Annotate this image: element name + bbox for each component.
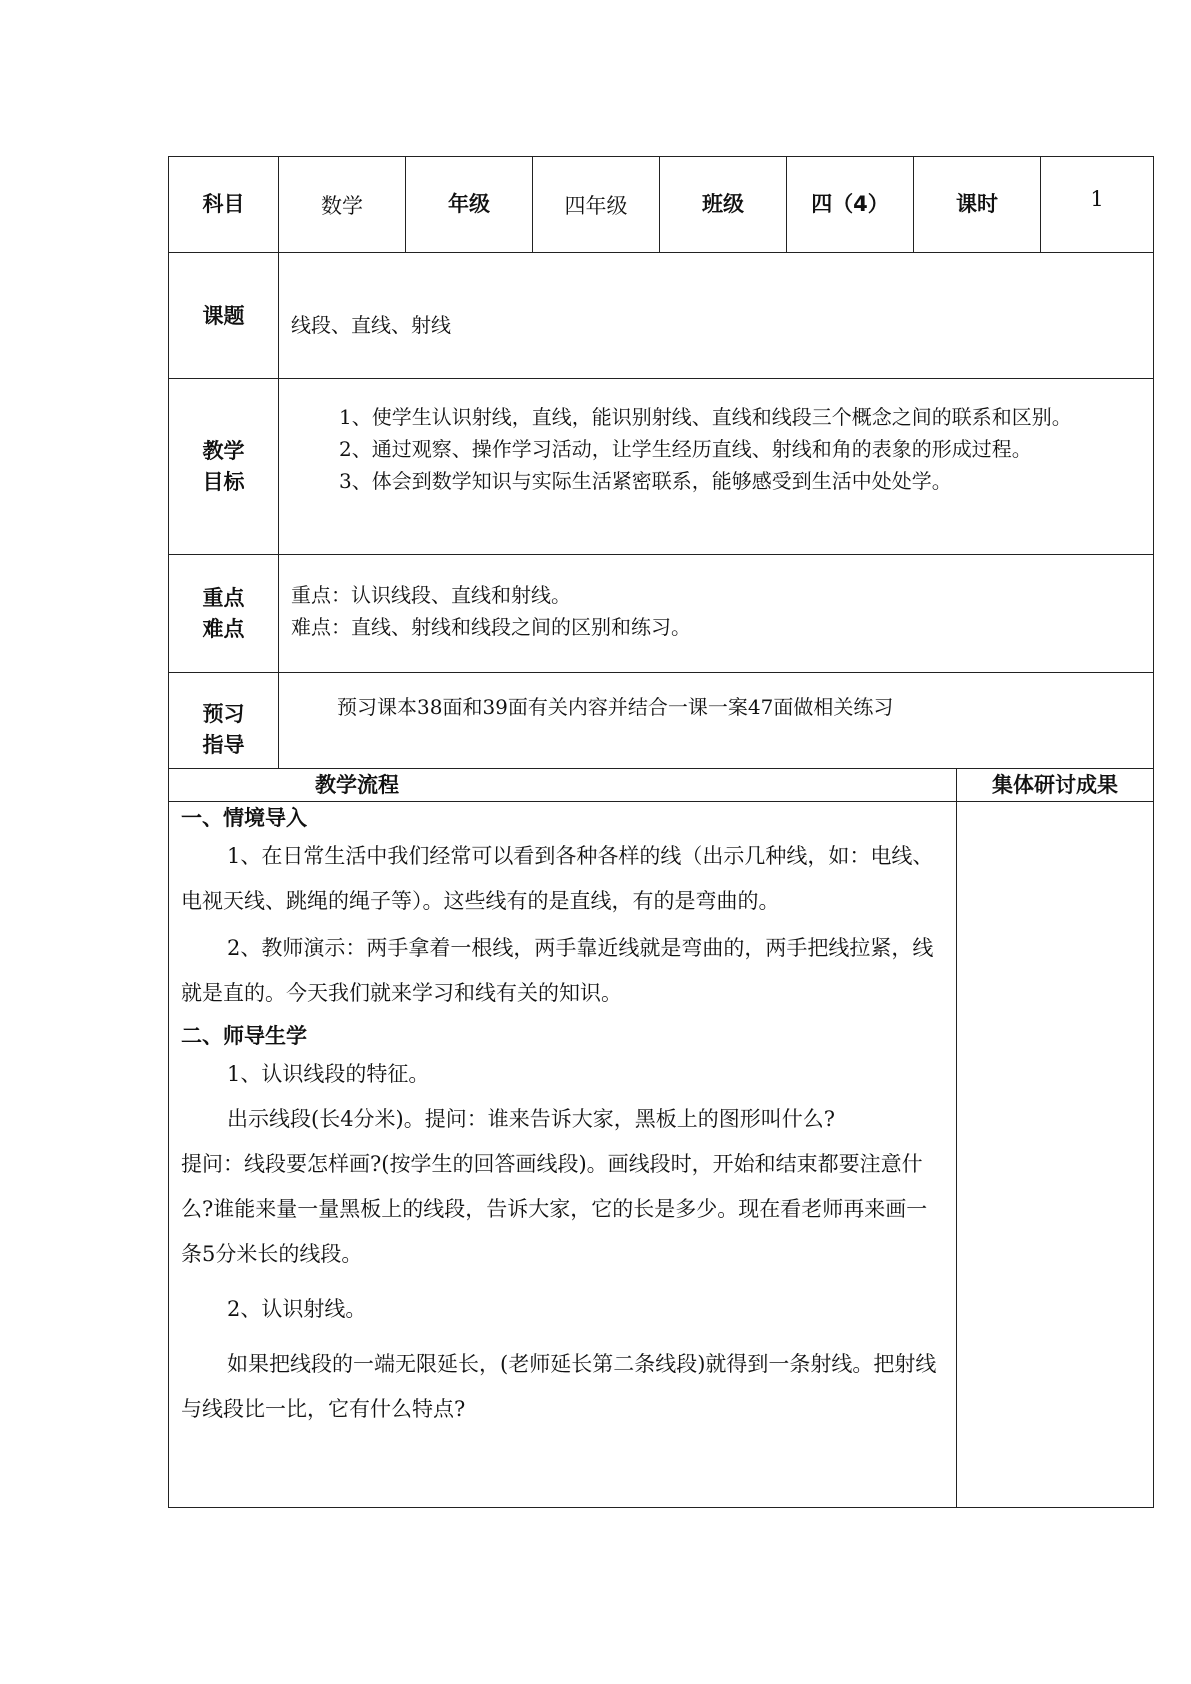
preview-content: 预习课本38面和39面有关内容并结合一课一案47面做相关练习 [279,673,1154,769]
subject-value: 数学 [279,157,406,253]
section-title: 二、师导生学 [181,1024,307,1048]
paragraph: 出示线段(长4分米)。提问：谁来告诉大家，黑板上的图形叫什么? [227,1107,836,1131]
info-row-key-points [169,555,1154,673]
goals-content [279,379,1154,555]
preview-label [169,673,279,769]
goals-label-line1: 教学 [202,438,245,463]
goals-label [169,379,279,555]
teaching-flow-table [168,768,1154,1508]
paragraph: 提问：线段要怎样画?(按学生的回答画线段)。画线段时，开始和结束都要注意什么?谁能来量一量黑板上的线段，告诉大家，它的长是多少。现在看老师再来画一条5分米长的线段。 [181,1152,928,1266]
paragraph: 1、在日常生活中我们经常可以看到各种各样的线（出示几种线，如：电线、电视天线、跳绳的绳子等）。这些线有的是直线，有的是弯曲的。 [181,844,934,913]
subject-label: 科目 [169,157,279,253]
topic-value: 线段、直线、射线 [279,253,1154,379]
preview-label-line1: 预习 [202,702,245,726]
flow-body-row [169,802,1154,1508]
difficult-point: 难点：直线、射线和线段之间的区别和练习。 [291,615,691,639]
info-row-topic [169,253,1154,379]
flow-header-process: 教学流程 [169,769,957,802]
goal-item: 2、通过观察、操作学习活动，让学生经历直线、射线和角的表象的形成过程。 [339,437,1032,461]
flow-process-content [169,802,957,1508]
class-label: 班级 [660,157,787,253]
grade-value: 四年级 [533,157,660,253]
key-points-label [169,555,279,673]
flow-header-results: 集体研讨成果 [957,769,1154,802]
period-label: 课时 [914,157,1041,253]
goal-item: 3、体会到数学知识与实际生活紧密联系，能够感受到生活中处处学。 [339,469,952,493]
info-row-goals [169,379,1154,555]
grade-label: 年级 [406,157,533,253]
goals-label-line2: 目标 [202,469,245,494]
key-points-content [279,555,1154,673]
key-label-line1: 重点 [202,585,245,610]
key-point: 重点：认识线段、直线和射线。 [291,583,571,607]
goal-item: 1、使学生认识射线，直线，能识别射线、直线和线段三个概念之间的联系和区别。 [339,405,1072,429]
topic-label: 课题 [169,253,279,379]
info-row-basic [169,157,1154,253]
info-row-preview [169,673,1154,769]
flow-results-content [957,802,1154,1508]
paragraph: 如果把线段的一端无限延长，(老师延长第二条线段)就得到一条射线。把射线与线段比一比，它有什么特点? [181,1352,937,1421]
key-label-line2: 难点 [202,616,245,641]
class-value: 四（4） [787,157,914,253]
flow-header-row [169,769,1154,802]
lesson-info-table [168,156,1154,769]
paragraph: 1、认识线段的特征。 [227,1062,430,1086]
section-title: 一、情境导入 [181,806,307,830]
preview-label-line2: 指导 [202,733,245,757]
period-value: 1 [1041,157,1154,253]
paragraph: 2、认识射线。 [227,1297,367,1321]
paragraph: 2、教师演示：两手拿着一根线，两手靠近线就是弯曲的，两手把线拉紧，线就是直的。今天我们就来学习和线有关的知识。 [181,936,934,1005]
